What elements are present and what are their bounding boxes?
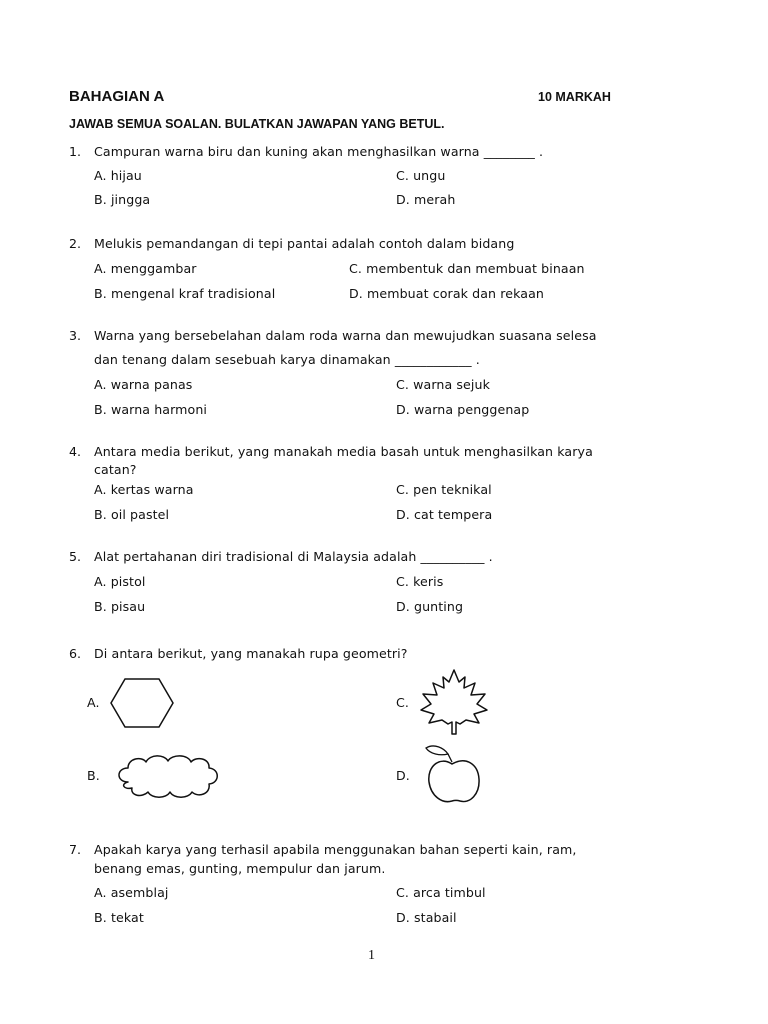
- option-c[interactable]: C. ungu: [396, 168, 446, 183]
- option-b[interactable]: B. tekat: [94, 910, 144, 925]
- hexagon-shape: [110, 678, 174, 728]
- question-text: Campuran warna biru dan kuning akan menghasilkan warna ________ .: [94, 144, 544, 159]
- option-c[interactable]: C. arca timbul: [396, 885, 486, 900]
- question-number: 7.: [69, 842, 82, 857]
- question-text-cont: catan?: [94, 462, 137, 477]
- option-a[interactable]: A. warna panas: [94, 377, 193, 392]
- cloud-shape: [114, 752, 220, 800]
- option-d[interactable]: D. warna penggenap: [396, 402, 530, 417]
- option-b[interactable]: B.: [87, 768, 100, 783]
- option-d[interactable]: D.: [396, 768, 410, 783]
- question-number: 4.: [69, 444, 82, 459]
- question-number: 2.: [69, 236, 82, 251]
- section-title: BAHAGIAN A: [69, 88, 165, 105]
- instructions: JAWAB SEMUA SOALAN. BULATKAN JAWAPAN YANG BETUL.: [69, 117, 445, 131]
- option-c[interactable]: C.: [396, 695, 409, 710]
- question-text: Melukis pemandangan di tepi pantai adalah contoh dalam bidang: [94, 236, 515, 251]
- option-b[interactable]: B. oil pastel: [94, 507, 170, 522]
- question-text: Apakah karya yang terhasil apabila menggunakan bahan seperti kain, ram,: [94, 842, 577, 857]
- question-text-cont: benang emas, gunting, mempulur dan jarum.: [94, 861, 386, 876]
- question-text: Di antara berikut, yang manakah rupa geometri?: [94, 646, 408, 661]
- option-a[interactable]: A.: [87, 695, 100, 710]
- option-a[interactable]: A. menggambar: [94, 261, 197, 276]
- option-d[interactable]: D. membuat corak dan rekaan: [349, 286, 544, 301]
- question-number: 5.: [69, 549, 82, 564]
- question-number: 6.: [69, 646, 82, 661]
- option-a[interactable]: A. kertas warna: [94, 482, 194, 497]
- option-b[interactable]: B. mengenal kraf tradisional: [94, 286, 276, 301]
- question-text: Antara media berikut, yang manakah media basah untuk menghasilkan karya: [94, 444, 593, 459]
- option-d[interactable]: D. stabail: [396, 910, 457, 925]
- apple-shape: [424, 744, 484, 806]
- question-text-cont: dan tenang dalam sesebuah karya dinamakan ____________ .: [94, 352, 480, 367]
- leaf-shape: [418, 668, 490, 736]
- option-b[interactable]: B. pisau: [94, 599, 146, 614]
- option-b[interactable]: B. jingga: [94, 192, 151, 207]
- question-number: 1.: [69, 144, 82, 159]
- option-a[interactable]: A. asemblaj: [94, 885, 169, 900]
- question-number: 3.: [69, 328, 82, 343]
- option-c[interactable]: C. keris: [396, 574, 444, 589]
- question-text: Alat pertahanan diri tradisional di Malaysia adalah __________ .: [94, 549, 493, 564]
- option-c[interactable]: C. warna sejuk: [396, 377, 490, 392]
- total-marks: 10 MARKAH: [538, 90, 611, 104]
- page-number: 1: [368, 948, 375, 963]
- question-text: Warna yang bersebelahan dalam roda warna dan mewujudkan suasana selesa: [94, 328, 597, 343]
- option-d[interactable]: D. merah: [396, 192, 456, 207]
- option-a[interactable]: A. hijau: [94, 168, 142, 183]
- option-d[interactable]: D. gunting: [396, 599, 464, 614]
- option-b[interactable]: B. warna harmoni: [94, 402, 208, 417]
- option-c[interactable]: C. pen teknikal: [396, 482, 492, 497]
- option-a[interactable]: A. pistol: [94, 574, 146, 589]
- option-d[interactable]: D. cat tempera: [396, 507, 493, 522]
- option-c[interactable]: C. membentuk dan membuat binaan: [349, 261, 585, 276]
